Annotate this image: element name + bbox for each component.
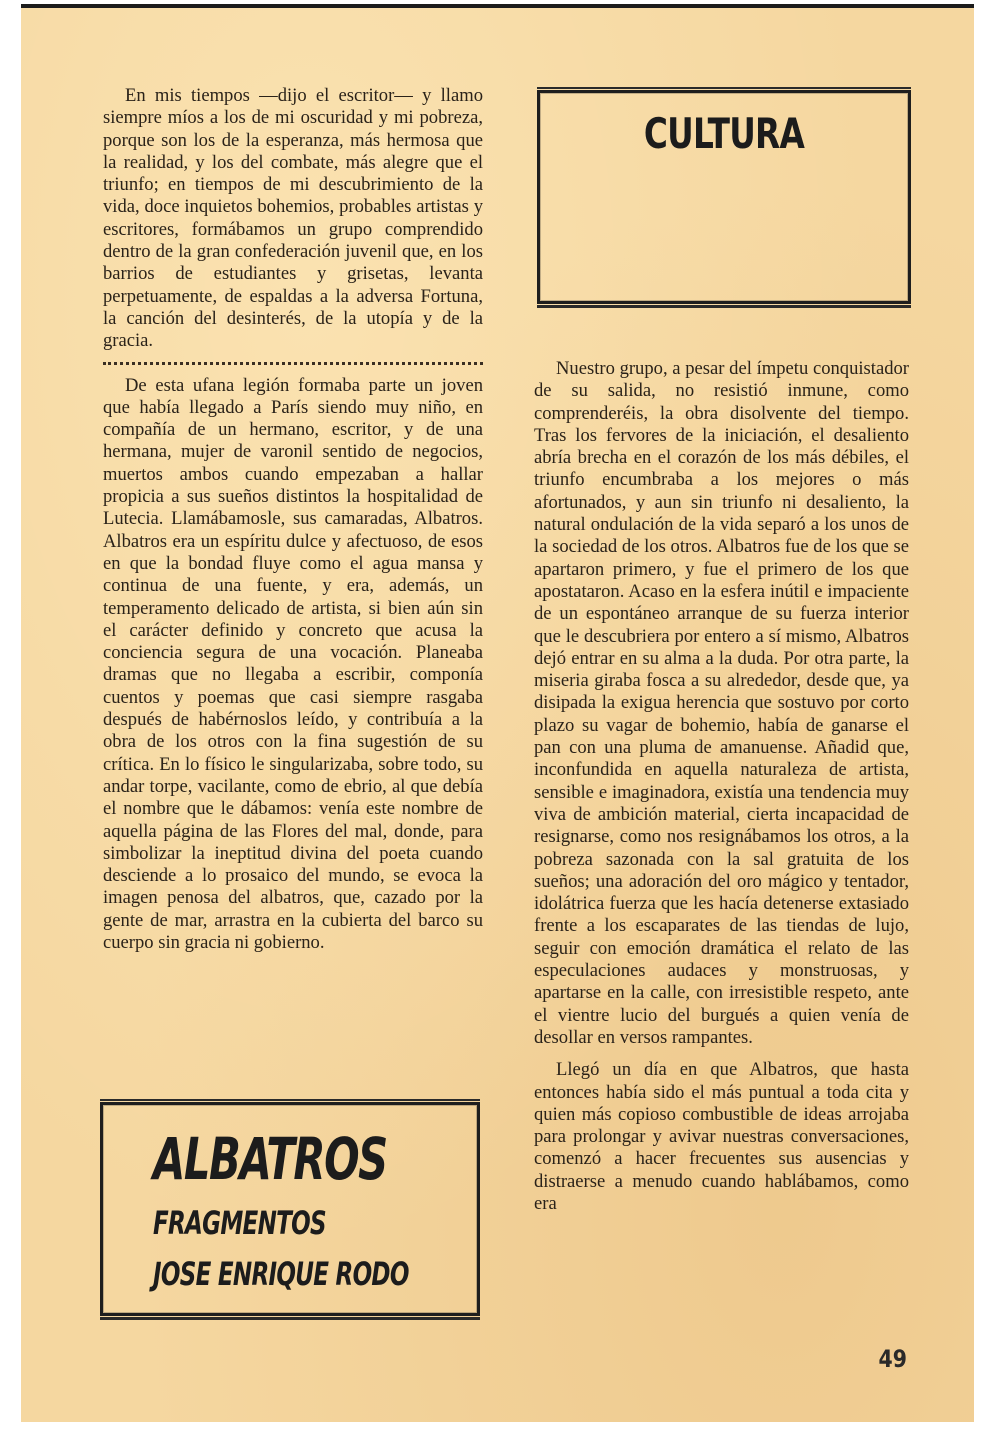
section-box <box>537 90 911 304</box>
dotted-separator <box>103 356 483 365</box>
paragraph-left-2: De esta ufana legión formaba parte un joven que había llegado a París siendo muy niño, en compañía de un hermano, escritor, y de una hermana, mujer de varonil sentido de negocios, muertos ambos cuando empezaban a hallar propicia a sus sueños distintos la hospitalidad de Lutecia. Llamábamosle, sus camaradas, Albatros. Albatros era un espíritu dulce y afectuoso, de esos en que la bondad fluye como el agua mansa y continua de una fuente, y era, además, un temperamento delicado de artista, si bien aún sin el carácter definido y concreto que acusa la conciencia segura de una vocación. Planeaba dramas que no llegaba a escribir, componía cuentos y poemas que casi siempre rasgaba después de habérnoslos leído, y contribuía a la obra de los otros con la fina sugestión de su crítica. En lo físico le singularizaba, sobre todo, su andar torpe, vacilante, como de ebrio, al que debía el nombre que le dábamos: venía este nombre de aquella página de las Flores del mal, donde, para simbolizar la ineptitud divina del poeta cuando desciende a lo prosaico del mundo, se evoca la imagen penosa del albatros, que, cazado por la gente de mar, arrastra en la cubierta del barco su cuerpo sin gracia ni gobierno. <box>103 374 483 953</box>
left-text-column <box>103 85 483 954</box>
article-title: ALBATROS <box>153 1125 387 1193</box>
article-title-box <box>100 1102 480 1316</box>
page-number: 49 <box>878 1345 907 1373</box>
paragraph-right-1: Nuestro grupo, a pesar del ímpetu conquistador de su salida, no resistió inmune, como comprenderéis, la obra disolvente del tiempo. Tras los fervores de la iniciación, el desaliento abría brecha en el corazón de los más débiles, el triunfo encumbraba a los mejores o más afortunados, y aun sin triunfo ni desaliento, la natural ondulación de la vida separó a los unos de la sociedad de los otros. Albatros fue de los que se apartaron primero, y fue el primero de los que apostataron. Acaso en la esfera inútil e impaciente de un espontáneo arranque de su fuerza interior que le descubriera por entero a sí mismo, Albatros dejó entrar en su alma a la duda. Por otra parte, la miseria giraba fosca a su alrededor, desde que, ya disipada la exigua herencia que sostuvo por corto plazo su vagar de bohemio, había de ganarse el pan con una pluma de amanuense. Añadid que, inconfundida en aquella naturaleza de artista, sensible e imaginadora, existía una tendencia muy viva de ambición material, cierta incapacidad de resignarse, como nos resignábamos los otros, a la pobreza sazonada con la sal gratuita de los sueños; una adoración del oro mágico y tentador, idolátrica fuerza que les hacía detenerse extasiado frente a los escaparates de las tiendas de lujo, seguir con emoción dramática el relato de las especulaciones audaces y monstruosas, y apartarse en la calle, con irresistible respeto, ante el vientre lucio del burgués a quien venía de desollar en versos rampantes. <box>534 358 909 1048</box>
paragraph-left-1: En mis tiempos —dijo el escritor— y llamo siempre míos a los de mi oscuridad y mi pobreza, porque son los de la esperanza, más hermosa que la realidad, y los del combate, más alegre que el triunfo; en tiempos de mi descubrimiento de la vida, doce inquietos bohemios, probables artistas y escritores, formábamos un grupo comprendido dentro de la gran confederación juvenil que, en los barrios de estudiantes y grisetas, levanta perpetuamente, de espaldas a la adversa Fortuna, la canción del desinterés, de la utopía y de la gracia. <box>103 85 483 352</box>
right-text-column <box>534 358 909 1215</box>
section-title: CULTURA <box>643 109 805 158</box>
article-subtitle: FRAGMENTOS <box>153 1204 326 1242</box>
article-author: JOSE ENRIQUE RODO <box>153 1255 409 1293</box>
magazine-page <box>21 4 974 1422</box>
paragraph-right-2: Llegó un día en que Albatros, que hasta entonces había sido el más puntual a toda cita y quien más copioso combustible de ideas arrojaba para prolongar y avivar nuestras conversaciones, comenzó a hacer frecuentes sus ausencias y distraerse a menudo cuando hablábamos, como era <box>534 1059 909 1214</box>
